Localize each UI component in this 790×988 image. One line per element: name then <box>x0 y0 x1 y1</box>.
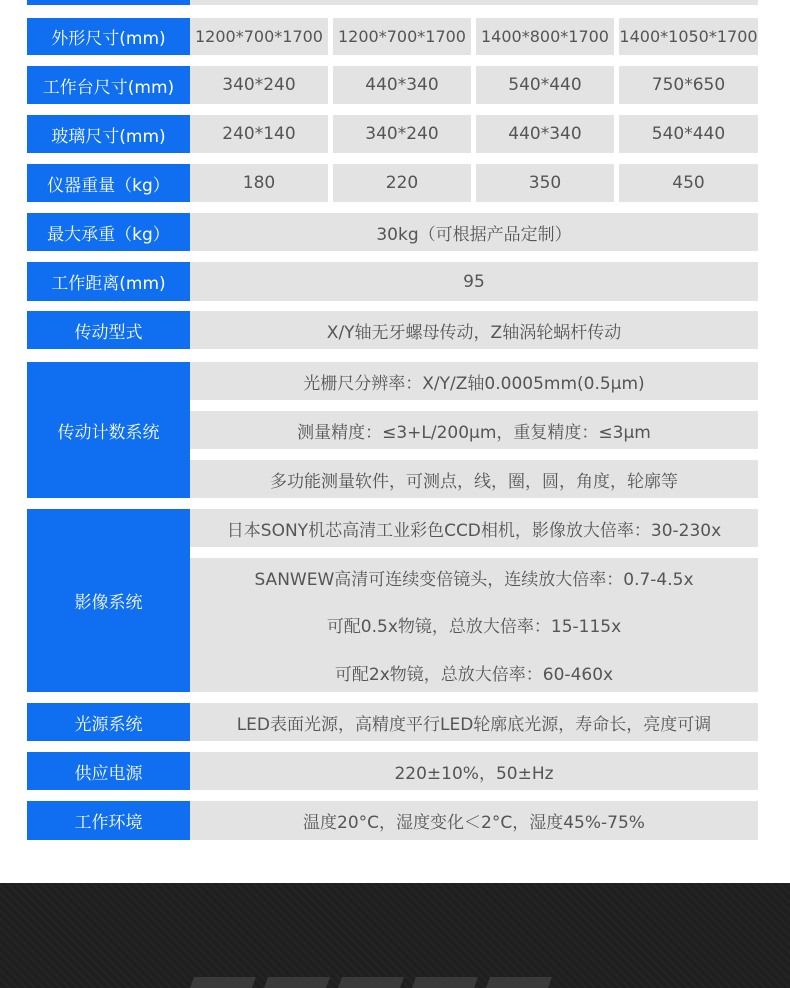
spec-value: SANWEW高清可连续变倍镜头，连续放大倍率：0.7-4.5x <box>254 569 694 590</box>
footer-logo-fragment <box>192 977 592 988</box>
spec-row-glass <box>27 115 758 153</box>
spec-value: 540*440 <box>476 66 614 104</box>
spec-value: 180 <box>190 164 328 202</box>
spec-label-glass: 玻璃尺寸(mm) <box>27 115 190 153</box>
spec-value: 1400*800*1700 <box>476 18 614 55</box>
spec-row-imaging <box>27 509 758 692</box>
spec-row-measure <box>27 362 758 498</box>
spec-row-light <box>27 703 758 741</box>
spec-row-weight <box>27 164 758 202</box>
spec-value: X/Y轴无牙螺母传动，Z轴涡轮蜗杆传动 <box>190 311 758 349</box>
spec-value: 440*340 <box>333 66 471 104</box>
spec-label-maxload: 最大承重（kg） <box>27 213 190 251</box>
spec-value: 340*240 <box>333 115 471 153</box>
spec-label-imaging: 影像系统 <box>27 509 190 692</box>
spec-value: LED表面光源，高精度平行LED轮廓底光源，寿命长，亮度可调 <box>190 703 758 741</box>
spec-row-power <box>27 752 758 790</box>
spec-row-distance <box>27 262 758 301</box>
spec-value: 350 <box>476 164 614 202</box>
spec-value: 1200*700*1700 <box>190 18 328 55</box>
spec-value: 多功能测量软件，可测点，线，圈，圆，角度，轮廓等 <box>190 460 758 498</box>
spec-value: 450 <box>619 164 758 202</box>
spec-label-light: 光源系统 <box>27 703 190 741</box>
spec-value: 95 <box>190 262 758 301</box>
spec-row-stage <box>27 66 758 104</box>
spec-value: 440*340 <box>476 115 614 153</box>
spec-label-shape: 外形尺寸(mm) <box>27 18 190 55</box>
spec-value: 可配2x物镜，总放大倍率：60-460x <box>334 664 614 685</box>
spec-value: 750*650 <box>619 66 758 104</box>
footer-banner <box>0 883 790 988</box>
spec-value: 220±10%，50±Hz <box>190 752 758 790</box>
spec-label-power: 供应电源 <box>27 752 190 790</box>
spec-value: 1400*1050*1700 <box>619 18 758 55</box>
spec-label-measure: 传动计数系统 <box>27 362 190 498</box>
spec-value: 可配0.5x物镜，总放大倍率：15-115x <box>326 616 622 637</box>
spec-value: 540*440 <box>619 115 758 153</box>
previous-row-cell-fragment <box>190 0 758 5</box>
spec-row-maxload <box>27 213 758 251</box>
spec-row-env <box>27 801 758 840</box>
spec-label-drive: 传动型式 <box>27 311 190 349</box>
spec-value: 240*140 <box>190 115 328 153</box>
spec-row-shape <box>27 18 758 55</box>
spec-value: 光栅尺分辨率：X/Y/Z轴0.0005mm(0.5μm) <box>190 362 758 400</box>
spec-value: 1200*700*1700 <box>333 18 471 55</box>
spec-row-drive <box>27 311 758 349</box>
spec-value: 220 <box>333 164 471 202</box>
spec-value: 340*240 <box>190 66 328 104</box>
spec-label-env: 工作环境 <box>27 801 190 840</box>
previous-row-label-fragment <box>27 0 190 5</box>
spec-value: 日本SONY机芯高清工业彩色CCD相机，影像放大倍率：30-230x <box>190 509 758 547</box>
spec-label-stage: 工作台尺寸(mm) <box>27 66 190 104</box>
spec-label-distance: 工作距离(mm) <box>27 262 190 301</box>
spec-value: 测量精度：≤3+L/200μm，重复精度：≤3μm <box>190 411 758 449</box>
spec-value: 30kg（可根据产品定制） <box>190 213 758 251</box>
spec-value: 温度20°C，湿度变化＜2°C，湿度45%-75% <box>190 801 758 840</box>
spec-label-weight: 仪器重量（kg） <box>27 164 190 202</box>
